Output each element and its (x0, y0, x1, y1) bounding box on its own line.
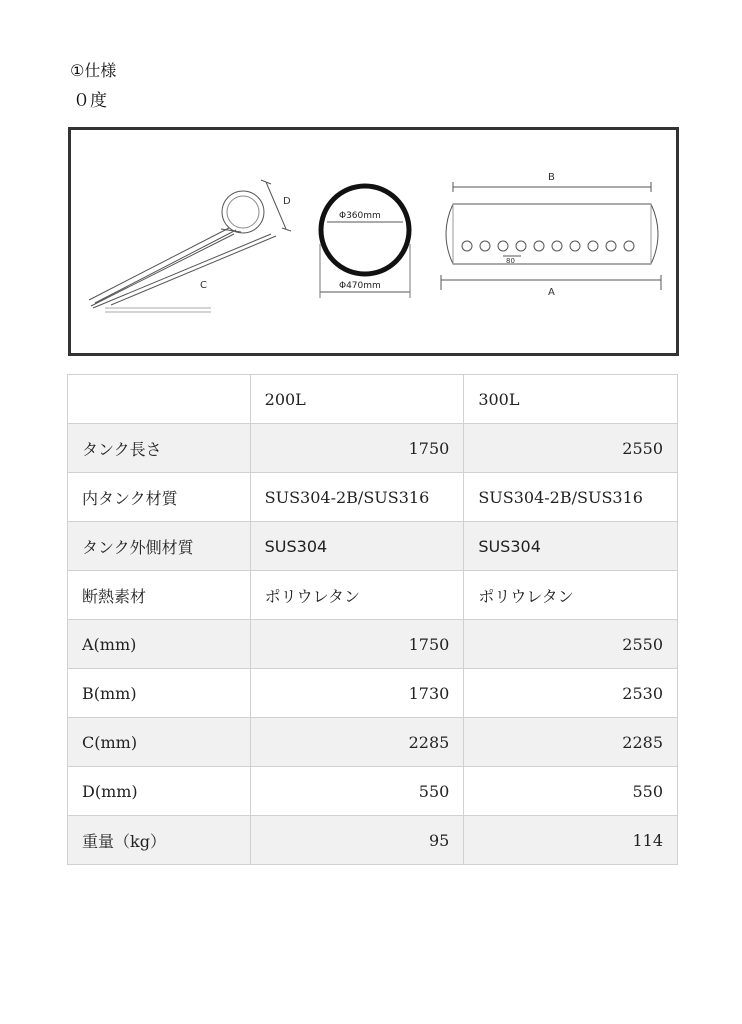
row-label: 内タンク材質 (68, 473, 251, 522)
cell-value: ポリウレタン (464, 571, 678, 620)
label-c: C (200, 280, 207, 291)
cell-value: 550 (464, 767, 678, 816)
table-row (68, 718, 678, 767)
cell-value: SUS304 (250, 522, 464, 571)
header-cell (68, 375, 251, 424)
row-label: A(mm) (68, 620, 251, 669)
row-label: タンク外側材質 (68, 522, 251, 571)
side-view (89, 180, 291, 312)
table-row (68, 571, 678, 620)
table-row (68, 473, 678, 522)
cell-value: 1750 (250, 620, 464, 669)
tank-top-view (441, 182, 661, 290)
table-row (68, 620, 678, 669)
row-label: 重量（kg） (68, 816, 251, 865)
cell-value: 1730 (250, 669, 464, 718)
table-row (68, 767, 678, 816)
cell-value: 2550 (464, 620, 678, 669)
table-row (68, 669, 678, 718)
cell-value: 2530 (464, 669, 678, 718)
cell-value: 95 (250, 816, 464, 865)
table-header-row (68, 375, 678, 424)
cell-value: SUS304-2B/SUS316 (250, 473, 464, 522)
row-label: C(mm) (68, 718, 251, 767)
spec-table (67, 374, 678, 865)
angle-label: ０度 (73, 91, 107, 111)
outer-diameter: Φ470mm (339, 281, 381, 291)
cell-value: 1750 (250, 424, 464, 473)
diagram-drawing (71, 130, 676, 353)
cell-value: ポリウレタン (250, 571, 464, 620)
section-heading: ①仕様 (70, 61, 117, 80)
label-a: A (548, 287, 555, 298)
row-label: D(mm) (68, 767, 251, 816)
label-d: D (283, 196, 291, 207)
table-row (68, 424, 678, 473)
inner-diameter: Φ360mm (339, 211, 381, 221)
header-cell-200l: 200L (250, 375, 464, 424)
dimension-diagram (68, 127, 679, 356)
cell-value: 114 (464, 816, 678, 865)
cell-value: SUS304 (464, 522, 678, 571)
row-label: 断熱素材 (68, 571, 251, 620)
row-label: B(mm) (68, 669, 251, 718)
row-label: タンク長さ (68, 424, 251, 473)
pitch-label: 80 (506, 257, 515, 265)
cell-value: 550 (250, 767, 464, 816)
cell-value: SUS304-2B/SUS316 (464, 473, 678, 522)
cell-value: 2550 (464, 424, 678, 473)
table-row (68, 816, 678, 865)
table-row (68, 522, 678, 571)
cell-value: 2285 (464, 718, 678, 767)
label-b: B (548, 172, 555, 183)
header-cell-300l: 300L (464, 375, 678, 424)
cell-value: 2285 (250, 718, 464, 767)
